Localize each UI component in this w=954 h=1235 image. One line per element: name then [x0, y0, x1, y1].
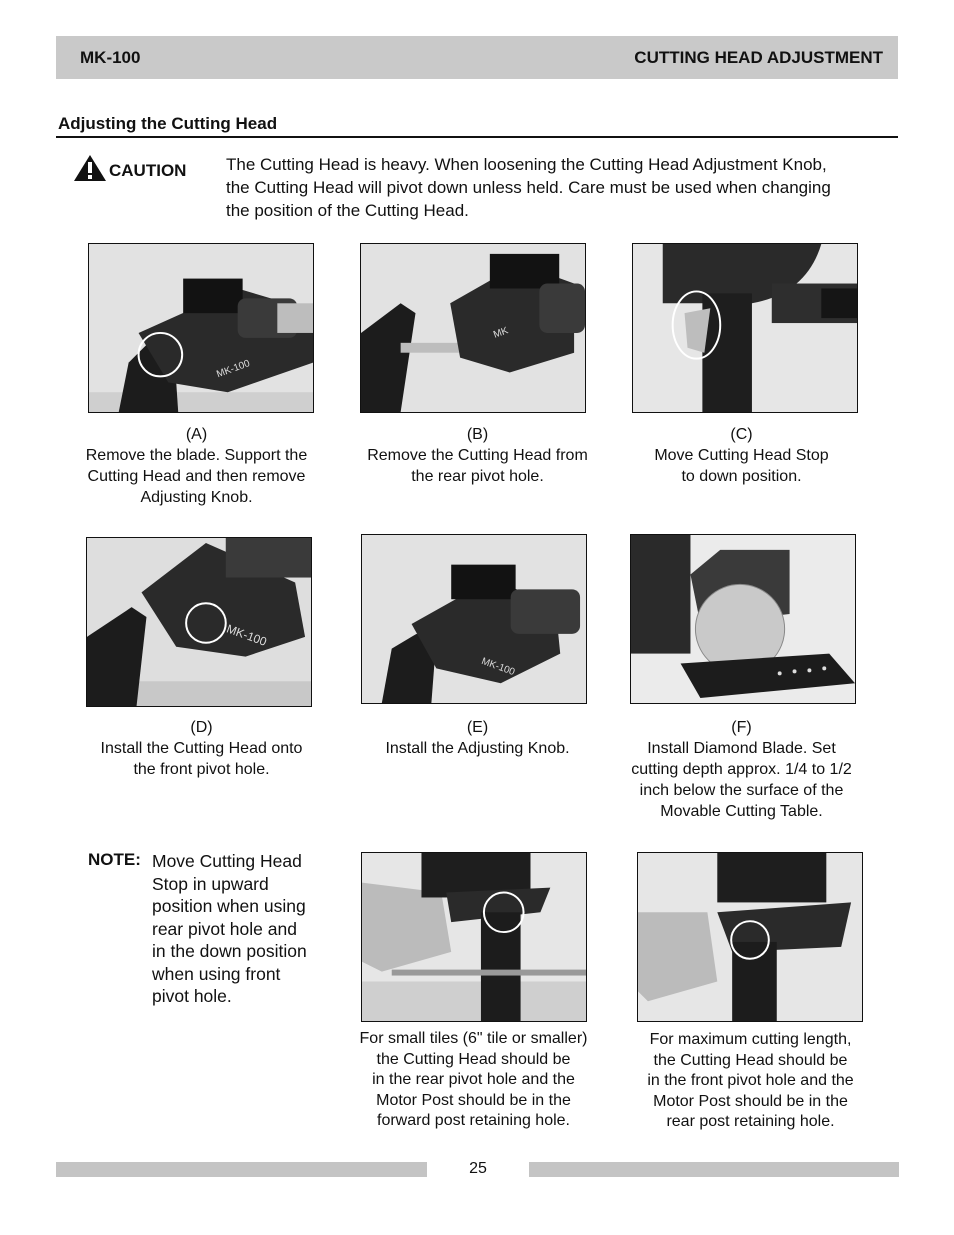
- step-line: cutting depth approx. 1/4 to 1/2: [631, 761, 852, 778]
- step-line: to down position.: [681, 468, 802, 485]
- caption-front-pivot: [610, 1030, 891, 1133]
- caution-block: [73, 152, 186, 182]
- step-line: the front pivot hole.: [133, 761, 270, 778]
- step-letter: (B): [466, 426, 489, 443]
- photo-step-c: [632, 243, 858, 413]
- step-line: Cutting Head and then remove: [87, 468, 306, 485]
- header-bar: [56, 36, 898, 79]
- note-line: in the down position: [152, 941, 307, 961]
- step-letter: (C): [730, 426, 753, 443]
- caption-line: For small tiles (6" tile or smaller): [359, 1030, 588, 1047]
- footer-bar-left: [56, 1162, 427, 1177]
- step-line: Adjusting Knob.: [140, 489, 253, 506]
- warning-triangle-icon: [73, 154, 107, 182]
- svg-text:MK-100: MK-100: [224, 621, 269, 649]
- photo-step-b: [360, 243, 586, 413]
- caption-rear-pivot: [333, 1029, 614, 1132]
- footer-bar-right: [529, 1162, 899, 1177]
- caution-line: The Cutting Head is heavy. When loosening the Cutting Head Adjustment Knob,: [226, 155, 827, 174]
- caption-step-e: [337, 717, 618, 759]
- photo-step-e: [361, 534, 587, 704]
- photo-front-pivot: [637, 852, 863, 1022]
- step-line: Remove the Cutting Head from: [367, 447, 588, 464]
- photo-step-a: [88, 243, 314, 413]
- step-line: inch below the surface of the: [639, 782, 844, 799]
- caution-text: [226, 153, 906, 222]
- caption-step-d: [61, 717, 342, 780]
- caution-label: CAUTION: [109, 161, 187, 180]
- step-line: the rear pivot hole.: [411, 468, 544, 485]
- note-line: pivot hole.: [152, 986, 232, 1006]
- photo-rear-pivot: [361, 852, 587, 1022]
- section-title: Adjusting the Cutting Head: [58, 114, 278, 133]
- note-line: position when using: [152, 896, 306, 916]
- page-number: 25: [469, 1160, 487, 1177]
- caption-line: forward post retaining hole.: [377, 1112, 570, 1129]
- step-letter: (A): [185, 426, 208, 443]
- caption-line: in the front pivot hole and the: [647, 1072, 854, 1089]
- step-line: Remove the blade. Support the: [85, 447, 308, 464]
- svg-text:MK: MK: [492, 325, 510, 341]
- step-line: Movable Cutting Table.: [660, 803, 823, 820]
- caption-step-c: [601, 424, 882, 487]
- note-label: NOTE:: [88, 850, 141, 869]
- step-line: Install the Adjusting Knob.: [385, 740, 570, 757]
- photo-step-f: [630, 534, 856, 704]
- note-line: Stop in upward: [152, 873, 269, 894]
- caption-step-f: [601, 717, 882, 822]
- caution-line: the Cutting Head will pivot down unless held. Care must be used when changing: [226, 178, 831, 197]
- caption-step-a: [56, 424, 337, 508]
- photo-step-d: [86, 537, 312, 707]
- step-letter: (D): [190, 719, 213, 736]
- note-line: when using front: [152, 963, 281, 984]
- model-name: MK-100: [80, 48, 141, 67]
- note-line: rear pivot hole and: [152, 918, 297, 939]
- step-letter: (E): [466, 719, 489, 736]
- caption-line: For maximum cutting length,: [649, 1031, 852, 1048]
- step-line: Install the Cutting Head onto: [100, 740, 303, 757]
- caution-line: the position of the Cutting Head.: [226, 201, 469, 220]
- step-line: Install Diamond Blade. Set: [647, 740, 836, 757]
- caption-line: Motor Post should be in the: [653, 1092, 848, 1110]
- svg-text:MK-100: MK-100: [479, 655, 517, 679]
- step-line: Move Cutting Head Stop: [654, 447, 829, 464]
- caption-line: in the rear pivot hole and the: [372, 1071, 575, 1088]
- caption-line: the Cutting Head should be: [653, 1051, 848, 1069]
- caption-line: Motor Post should be in the: [376, 1091, 571, 1109]
- note-line: Move Cutting Head: [152, 851, 302, 871]
- caption-line: the Cutting Head should be: [376, 1050, 571, 1068]
- note-text: [152, 850, 332, 1008]
- svg-text:MK-100: MK-100: [215, 358, 252, 381]
- section-divider: [56, 136, 898, 138]
- section-name: CUTTING HEAD ADJUSTMENT: [634, 48, 883, 67]
- caption-step-b: [337, 424, 618, 487]
- caption-line: rear post retaining hole.: [666, 1113, 835, 1130]
- step-letter: (F): [731, 719, 752, 736]
